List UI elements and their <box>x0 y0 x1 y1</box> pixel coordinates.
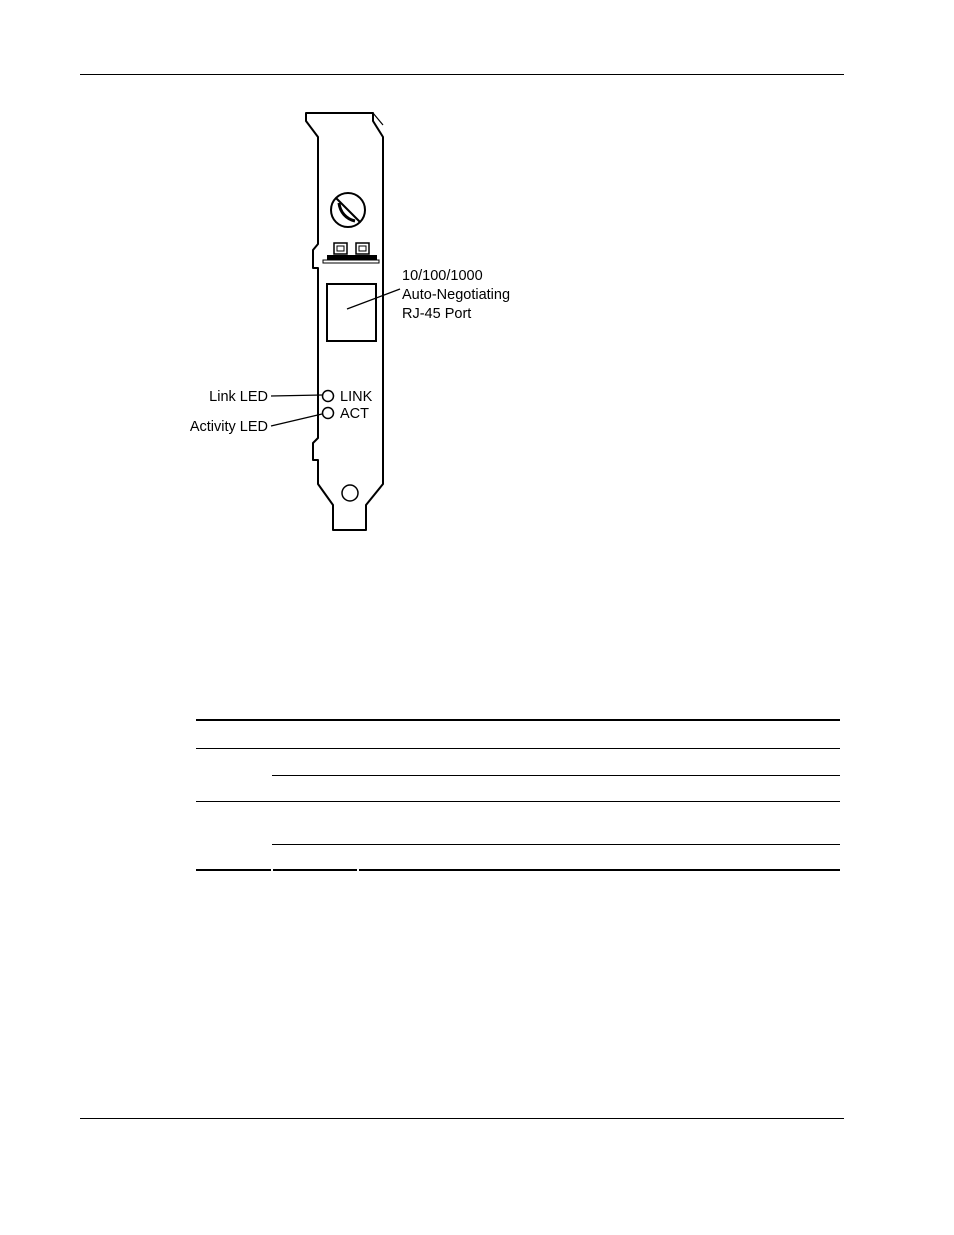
link-led-caption: Link LED <box>209 389 268 405</box>
activity-leader-line <box>271 414 322 426</box>
table-row-rule <box>272 844 840 845</box>
table-bottom-rule <box>273 869 357 871</box>
port-label-line3: RJ-45 Port <box>402 306 472 322</box>
link-leader-line <box>271 395 322 396</box>
port-label-line1: 10/100/1000 <box>402 268 483 284</box>
led-clips <box>323 243 379 263</box>
table-row-rule <box>272 775 840 776</box>
activity-led-caption: Activity LED <box>189 419 268 435</box>
bracket-outline <box>306 113 383 530</box>
port-leader-line <box>347 289 400 309</box>
rj45-port <box>327 284 376 341</box>
act-text: ACT <box>340 406 369 422</box>
activity-led <box>323 408 334 419</box>
telephone-icon <box>331 193 365 227</box>
link-led <box>323 391 334 402</box>
nic-bracket-figure <box>0 0 954 560</box>
table-group-rule <box>196 801 840 802</box>
table-header-rule <box>196 748 840 749</box>
table-top-rule <box>196 719 840 721</box>
port-label-line2: Auto-Negotiating <box>402 287 511 303</box>
table-bottom-rule <box>196 869 271 871</box>
screw-hole <box>342 485 358 501</box>
footer-rule <box>80 1118 844 1119</box>
table-bottom-rule <box>359 869 840 871</box>
link-text: LINK <box>340 389 373 405</box>
